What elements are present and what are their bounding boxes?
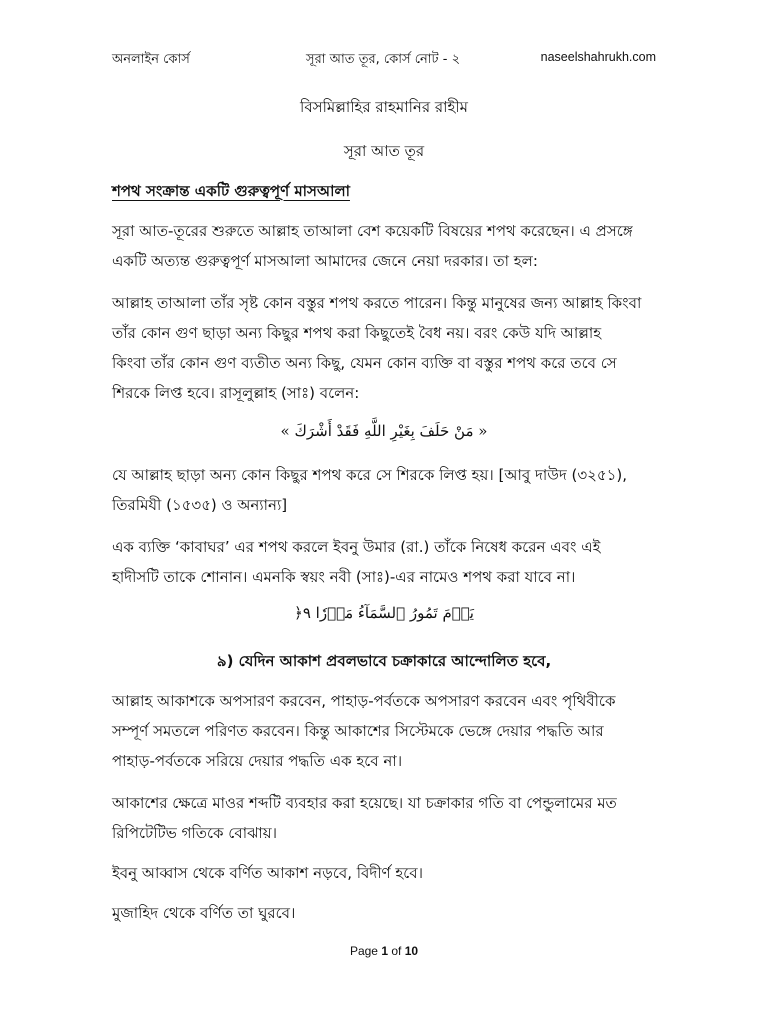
paragraph-8: মুজাহিদ থেকে বর্ণিত তা ঘুরবে। xyxy=(112,904,296,922)
paragraph-3-line-1: যে আল্লাহ ছাড়া অন্য কোন কিছুর শপথ করে সে শিরকে লিপ্ত হয়। [আবু দাউদ (৩২৫১), xyxy=(112,466,627,484)
hadith-arabic: « مَنْ حَلَفَ بِغَيْرِ اللَّهِ فَقَدْ أَشْرَكَ » xyxy=(280,422,488,440)
footer-total-pages: 10 xyxy=(404,944,419,958)
paragraph-2-line-3: কিংবা তাঁর কোন গুণ ব্যতীত অন্য কিছু, যেমন কোন ব্যক্তি বা বস্তুর শপথ করে তবে সে xyxy=(112,354,617,372)
paragraph-2-line-1: আল্লাহ তাআলা তাঁর সৃষ্ট কোন বস্তুর শপথ করতে পারেন। কিন্তু মানুষের জন্য আল্লাহ কিংবা xyxy=(112,294,642,312)
ayah-arabic: ﴿يَوۡمَ تَمُورُ ٱلسَّمَآءُ مَوۡرٗا ٩ xyxy=(294,604,474,622)
bismillah-line: বিসমিল্লাহির রাহমানির রাহীম xyxy=(300,98,468,116)
paragraph-1-line-2: একটি অত্যন্ত গুরুত্বপূর্ণ মাসআলা আমাদের জেনে নেয়া দরকার। তা হল: xyxy=(112,252,538,270)
paragraph-5-line-2: সম্পূর্ণ সমতলে পরিণত করবেন। কিন্তু আকাশের সিস্টেমকে ভেঙ্গে দেয়ার পদ্ধতি আর xyxy=(112,722,604,740)
paragraph-6-line-1: আকাশের ক্ষেত্রে মাওর শব্দটি ব্যবহার করা হয়েছে। যা চক্রাকার গতি বা পেন্ডুলামের মত xyxy=(112,794,617,812)
footer-of-word: of xyxy=(391,944,402,958)
footer-page-number: 1 xyxy=(381,944,388,958)
footer-page-word: Page xyxy=(349,944,378,958)
section-heading: শপথ সংক্রান্ত একটি গুরুত্বপূর্ণ মাসআলা xyxy=(112,182,350,200)
paragraph-2-line-2: তাঁর কোন গুণ ছাড়া অন্য কিছুর শপথ করা কিছুতেই বৈধ নয়। বরং কেউ যদি আল্লাহ xyxy=(112,324,602,342)
paragraph-4-line-1: এক ব্যক্তি ‘কাবাঘর’ এর শপথ করলে ইবনু উমার (রা.) তাঁকে নিষেধ করেন এবং এই xyxy=(112,538,601,556)
surah-title: সূরা আত তূর xyxy=(343,142,425,160)
paragraph-1-line-1: সূরা আত-তূরের শুরুতে আল্লাহ তাআলা বেশ কয়েকটি বিষয়ের শপথ করেছেন। এ প্রসঙ্গে xyxy=(112,222,633,240)
page-footer xyxy=(0,944,768,958)
paragraph-7: ইবনু আব্বাস থেকে বর্ণিত আকাশ নড়বে, বিদীর্ণ হবে। xyxy=(112,864,424,882)
header-note-title: সূরা আত তূর, কোর্স নোট - ২ xyxy=(306,52,461,67)
paragraph-5-line-1: আল্লাহ আকাশকে অপসারণ করবেন, পাহাড়-পর্বতকে অপসারণ করবেন এবং পৃথিবীকে xyxy=(112,692,616,710)
paragraph-4-line-2: হাদীসটি তাকে শোনান। এমনকি স্বয়ং নবী (সাঃ)-এর নামেও শপথ করা যাবে না। xyxy=(112,568,576,586)
paragraph-5-line-3: পাহাড়-পর্বতকে সরিয়ে দেয়ার পদ্ধতি এক হবে না। xyxy=(112,752,403,770)
header-website: naseelshahrukh.com xyxy=(540,50,656,64)
header-course-label: অনলাইন কোর্স xyxy=(112,52,190,67)
ayah-heading: ৯) যেদিন আকাশ প্রবলভাবে চক্রাকারে আন্দোলিত হবে, xyxy=(216,652,552,670)
paragraph-6-line-2: রিপিটেটিভ গতিকে বোঝায়। xyxy=(112,824,277,842)
paragraph-2-line-4: শিরকে লিপ্ত হবে। রাসূলুল্লাহ (সাঃ) বলেন: xyxy=(112,384,360,402)
paragraph-3-line-2: তিরমিযী (১৫৩৫) ও অন্যান্য] xyxy=(112,496,288,514)
